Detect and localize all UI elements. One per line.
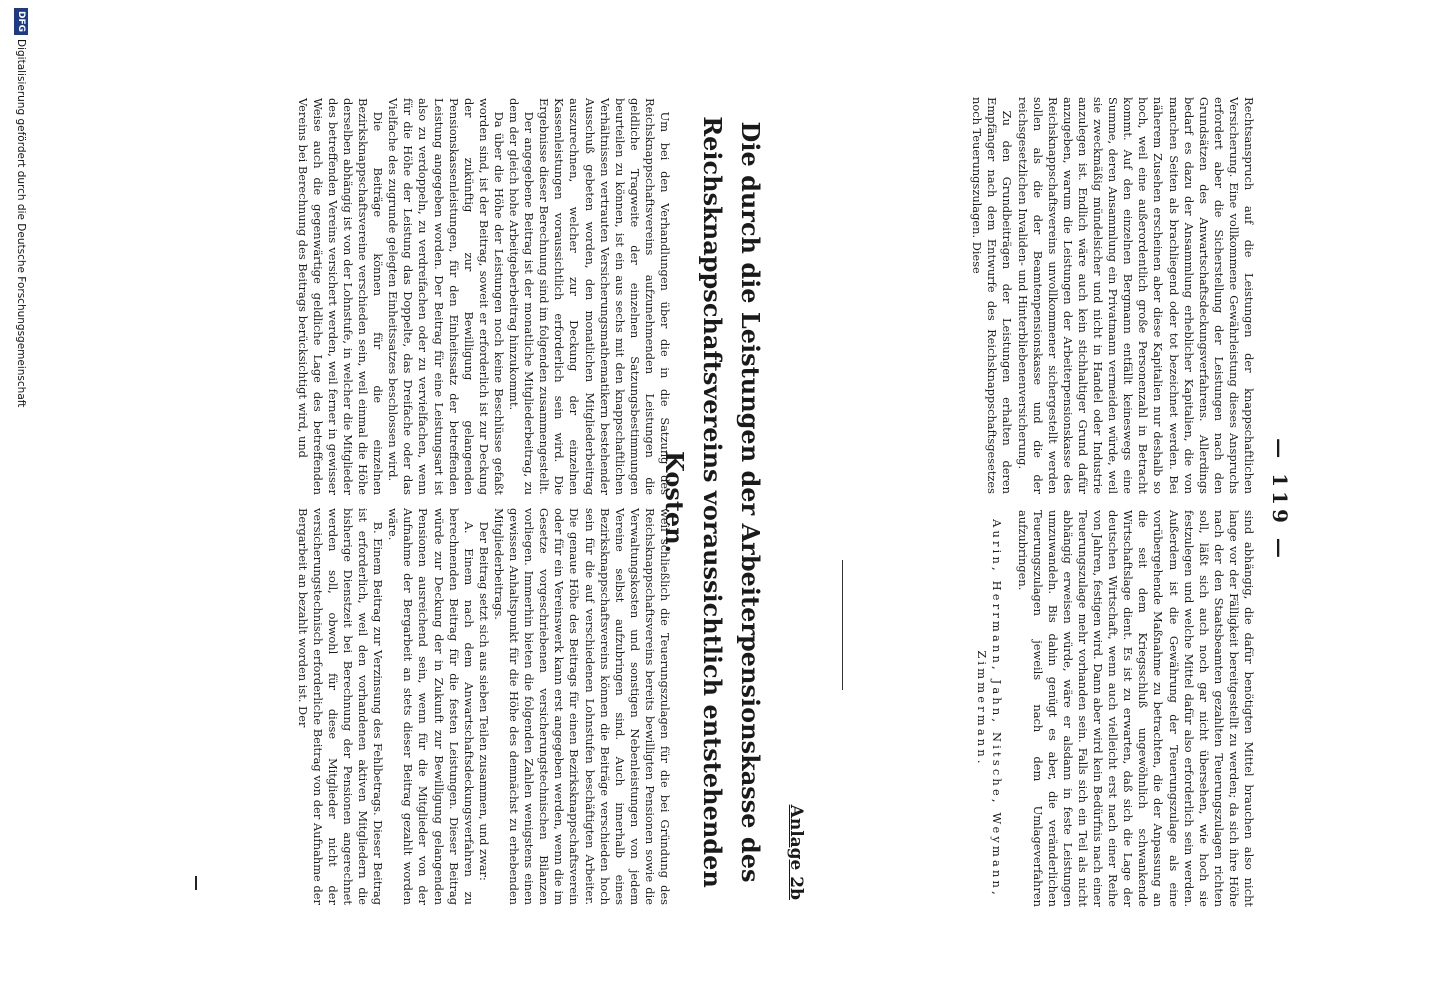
page-number: — 119 — <box>1268 438 1292 562</box>
paragraph: B. Einem Beitrag zur Verzinsung des Fehlbetrags. Dieser Beitrag ist erforderlich, weil den vorhandenen aktiven Mitgliedern die bisherige Dienstzeit bei Berechnung der Pensionen angerechnet werden soll, obwohl für diese Mitglieder nicht der versicherungstechnisch erforderliche Beitrag von der Aufnahme der Bergarbeit an bezahlt worden ist. Der <box>295 508 386 905</box>
main-heading: Die durch die Leistungen der Arbeiterpensionskasse des Reichsknappschaftsvereins voraussichtlich entstehenden Kosten. <box>660 116 765 888</box>
paragraph: Zu den Grundbeiträgen der Leistungen erhalten deren Empfänger nach dem Entwurfe des Reichsknappschaftsgesetzes noch Teuerungszulagen. Diese <box>970 97 1015 494</box>
paragraph: weil schließlich die Teuerungszulagen für die bei Gründung des Reichsknappschaftsvereins bereits bewilligten Pensionen sowie die Verwaltungskosten und sonstigen Nebenleistungen von jedem Vereine selbst aufzubringen sind. Auch innerhalb eines Bezirksknappschaftsvereins können die Beiträge verschieden hoch sein für die auf verschiedenen Lohnstufen beschäftigten Arbeiter. Die genaue Höhe des Beitrags für einen Bezirksknappschaftsverein oder für ein Vereinswerk kann erst angegeben werden, wenn die im Gesetze vorgeschriebenen versicherungstechnischen Bilanzen vorliegen. Immerhin bieten die folgenden Zahlen wenigstens einen gewissen Anhaltspunkt für die Höhe des demnächst zu erhebenden Mitgliederbeitrags. <box>491 508 672 905</box>
paragraph: Da über die Höhe der Leistungen noch keine Beschlüsse gefaßt worden sind, ist der Beitrag, soweit er erforderlich ist zur Deckung der zukünftig zur Bewilligung gelangenden Pensionskassenleistungen, für den Einheitssatz der betreffenden Leistung angegeben worden. Der Beitrag für eine Leistungsart ist also zu verdoppeln, zu verdreifachen oder zu vervielfachen, wenn für die Höhe der Leistung das Doppelte, das Dreifache oder das Vielfache des zugrunde gelegten Einheitssatzes beschlossen wird. <box>386 98 506 495</box>
signatories: Aurin, Herrmann, Jahn, Nitsche, Weymann, Zimmermann. <box>975 519 1005 898</box>
annex-label: Anlage 2b <box>786 804 806 900</box>
bottom-left-text-column <box>295 98 672 495</box>
paragraph: Rechtsanspruch auf die Leistungen der knappschaftlichen Versicherung. Eine vollkommene Gewährleistung dieses Anspruchs erfordert aber die Sicherstellung der Leistungen nach den Grundsätzen des Anwartschaftsdeckungsverfahrens. Allerdings bedarf es dazu der Ansammlung erheblicher Kapitalien, die von manchen Seiten als brachliegend oder tot bezeichnet werden. Bei näherem Zusehen erscheinen aber diese Kapitalien nur deshalb so hoch, weil eine außerordentlich große Personenzahl in Betracht kommt. Auf den einzelnen Bergmann entfällt keineswegs eine Summe, deren Ansammlung ein Privatmann vermeiden würde, weil sie zweckmäßig mündelsicher und nicht in Handel oder Industrie anzulegen ist. Endlich wäre auch kein stichhaltiger Grund dafür anzugeben, warum die Leistungen der Arbeiterpensionskasse des Reichsknappschaftsvereins unvollkommener sichergestellt werden sollen als die der Beamtenpensionskasse und die der reichsgesetzlichen Invaliden- und Hinterbliebenenversicherung. <box>1015 97 1256 494</box>
section-divider <box>842 560 843 690</box>
paragraph: Um bei den Verhandlungen über die in die Satzung des Reichsknappschaftsvereins aufzunehmenden Leistungen die geldliche Tragweite der einzelnen Satzungsbestimmungen beurteilen zu können, ist ein aus sechs mit den knappschaftlichen Verhältnissen vertrauten Versicherungsmathematikern bestehender Ausschuß gebeten worden, den monatlichen Mitgliederbeitrag auszurechnen, welcher zur Deckung der einzelnen Kassenleistungen voraussichtlich erforderlich sein wird. Die Ergebnisse dieser Berechnung sind im folgenden zusammengestellt. <box>537 98 672 495</box>
top-left-text-column <box>969 97 1256 494</box>
dfg-logo-icon: DFG <box>14 8 28 35</box>
paragraph: Der Beitrag setzt sich aus sieben Teilen zusammen, und zwar: <box>476 521 491 881</box>
paragraph: sind abhängig, die dafür benötigten Mittel brauchen also nicht lange vor der Fälligkeit bereitgestellt zu werden; da sich ihre Höhe nach der den Staatsbeamten gezahlten Teuerungszulagen richten soll, läßt sich auch noch gar nicht übersehen, wie hoch sie festzulegen und welche Mittel dafür also erforderlich sein werden. Außerdem ist die Gewährung der Teuerungszulage als eine vorübergehende Maßnahme zu betrachten, die der Anpassung an die seit dem Kriegsschluß ungewöhnlich schwankende Wirtschaftslage dient. Es ist zu erwarten, daß sich die Lage der deutschen Wirtschaft, wenn auch vielleicht erst nach einer Reihe von Jahren, festigen wird. Dann aber wird kein Bedürfnis nach einer Teuerungszulage mehr vorhanden sein. Falls sich ein Teil als nicht abhängig erweisen würde, wäre er alsdann in feste Leistungen umzuwandeln. Bis dahin genügt es aber, die veränderlichen Teuerungszulagen jeweils nach dem Umlageverfahren aufzubringen. <box>1015 510 1256 907</box>
digitization-credit <box>14 0 28 1000</box>
bottom-right-text-column <box>295 508 672 905</box>
top-right-text-column <box>974 510 1256 907</box>
paragraph: Die Beiträge können für die einzelnen Bezirksknappschaftsvereine verschieden sein, weil einmal die Höhe derselben abhängig ist von der Lohnstufe, in welcher die Mitglieder des betreffenden Vereins versichert werden, weil ferner in gewisser Weise auch die gegenwärtige geldliche Lage des betreffenden Vereins bei Berechnung des Beitrags berücksichtigt wird, und <box>295 98 386 495</box>
digitization-credit-text: Digitalisierung gefördert durch die Deutsche Forschungsgemeinschaft <box>15 39 27 408</box>
paragraph: A. Einem nach dem Anwartschaftsdeckungsverfahren zu berechnenden Beitrag für die festen Leistungen. Dieser Beitrag würde zur Deckung der in Zukunft zur Bewilligung gelangenden Pensionen ausreichend sein, wenn für die Mitglieder von der Aufnahme der Bergarbeit an stets dieser Beitrag gezahlt worden wäre. <box>386 508 476 905</box>
margin-mark <box>195 876 197 890</box>
paragraph: Der angegebene Beitrag ist der monatliche Mitgliederbeitrag, zu dem der gleich hohe Arbeitgeberbeitrag hinzukommt. <box>507 98 537 495</box>
